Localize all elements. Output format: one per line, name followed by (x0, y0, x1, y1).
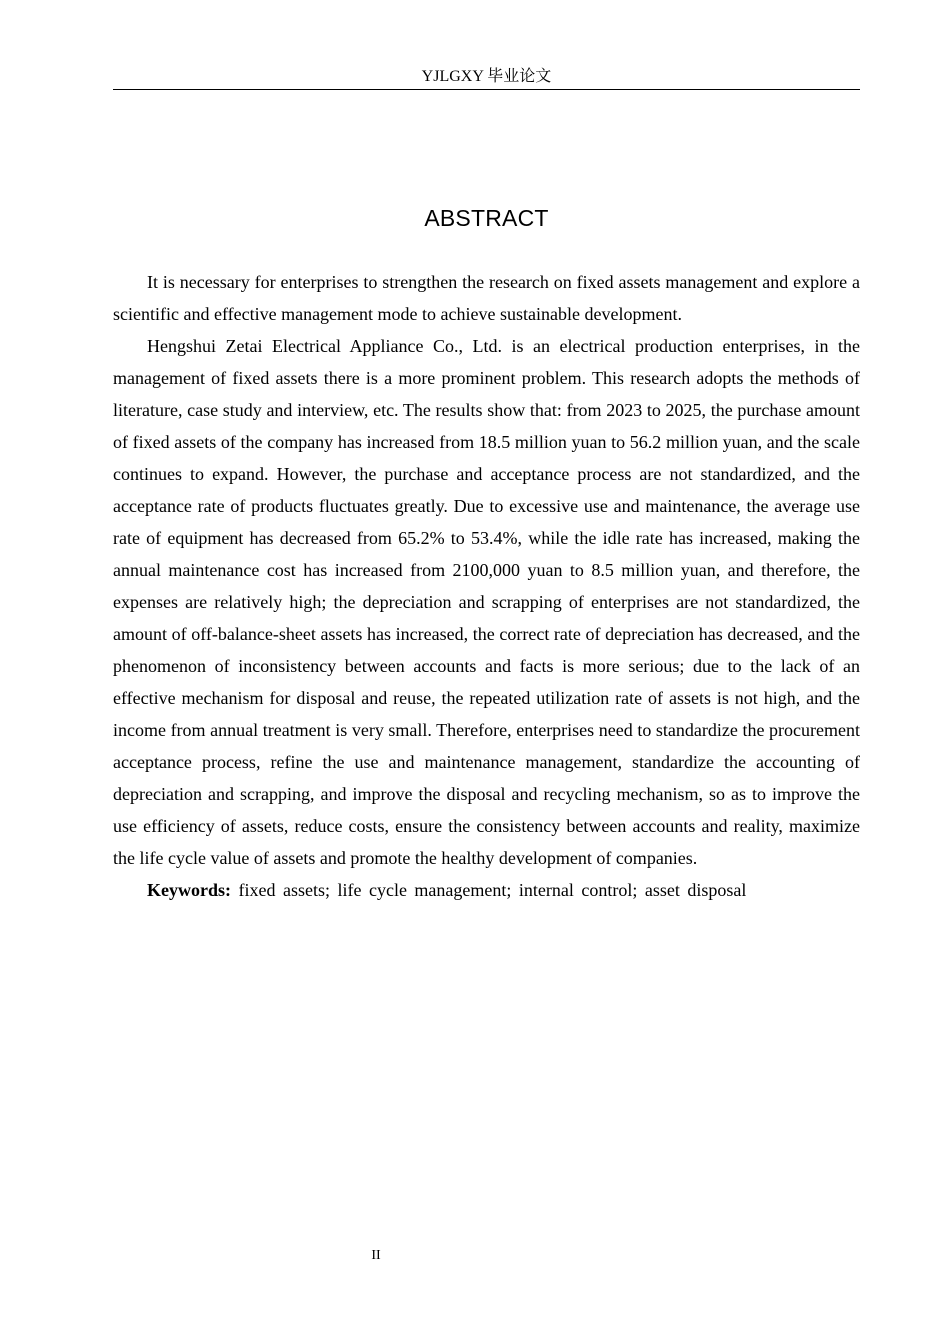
abstract-paragraph-2: Hengshui Zetai Electrical Appliance Co., Ltd. is an electrical production enterprises, in the management of fixed assets there is a more prominent problem. This research adopts the methods of literature, case study and interview, etc. The results show that: from 2023 to 2025, the purchase amount of fixed assets of the company has increased from 18.5 million yuan to 56.2 million yuan, and the scale continues to expand. However, the purchase and acceptance process are not standardized, and the acceptance rate of products fluctuates greatly. Due to excessive use and maintenance, the average use rate of equipment has decreased from 65.2% to 53.4%, while the idle rate has increased, making the annual maintenance cost has increased from 2100,000 yuan to 8.5 million yuan, and therefore, the expenses are relatively high; the depreciation and scrapping of enterprises are not standardized, the amount of off-balance-sheet assets has increased, the correct rate of depreciation has decreased, and the phenomenon of inconsistency between accounts and facts is more serious; due to the lack of an effective mechanism for disposal and reuse, the repeated utilization rate of assets is not high, and the income from annual treatment is very small. Therefore, enterprises need to standardize the procurement acceptance process, refine the use and maintenance management, standardize the accounting of depreciation and scrapping, and improve the disposal and recycling mechanism, so as to improve the use efficiency of assets, reduce costs, ensure the consistency between accounts and reality, maximize the life cycle value of assets and promote the healthy development of companies. (113, 336, 860, 868)
header-text: YJLGXY 毕业论文 (421, 68, 552, 85)
keywords-line (113, 874, 860, 906)
page-number: II (371, 1248, 381, 1263)
header-divider (113, 89, 860, 90)
abstract-body (113, 266, 860, 906)
page-header (113, 66, 860, 88)
abstract-title: ABSTRACT (424, 205, 549, 231)
keywords-label: Keywords: (147, 880, 231, 900)
keywords-list: fixed assets; life cycle management; internal control; asset disposal (238, 880, 747, 900)
abstract-paragraph-1: It is necessary for enterprises to strengthen the research on fixed assets management and explore a scientific and effective management mode to achieve sustainable development. (113, 272, 860, 324)
